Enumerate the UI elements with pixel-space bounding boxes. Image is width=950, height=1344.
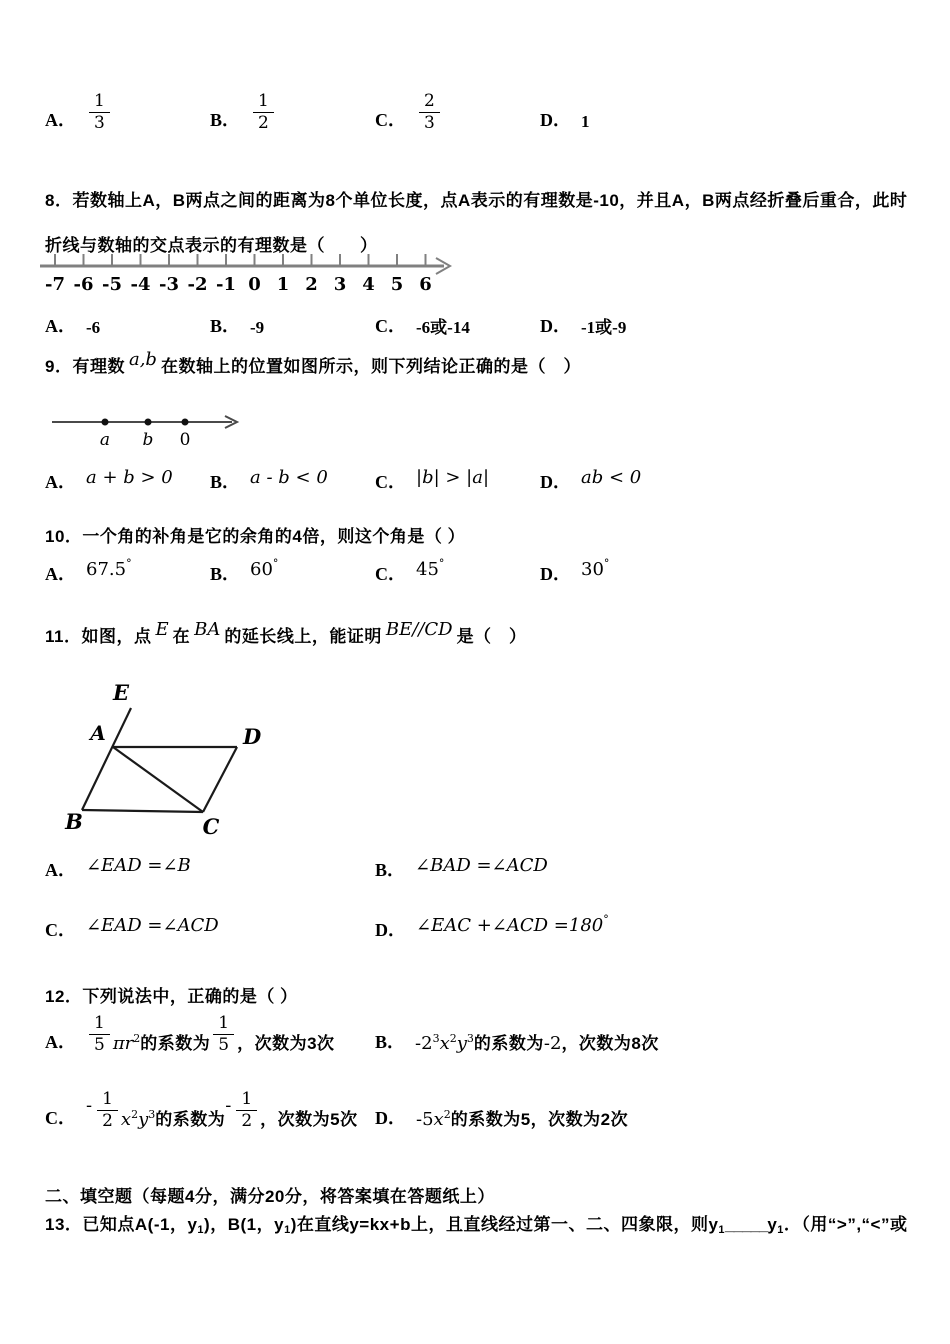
- variable: πr: [112, 1033, 134, 1055]
- angle-equation: ∠EAC +∠ACD =180: [416, 915, 604, 936]
- q11-option-c: [45, 916, 375, 942]
- q10-option-c: [375, 557, 540, 586]
- q13-seg5: ．（用“>”,“<”或: [783, 1215, 908, 1234]
- option-label: D．: [540, 110, 571, 131]
- option-label: C．: [375, 564, 406, 584]
- coefficient: -2: [415, 1033, 433, 1055]
- q7-options-row: [45, 92, 705, 132]
- option-label: C．: [45, 920, 76, 940]
- tick-label: -2: [187, 274, 208, 295]
- minus-sign: -: [86, 1095, 93, 1117]
- q11-text-post: 是（ ）: [456, 627, 527, 646]
- fraction: [419, 92, 440, 132]
- fraction: [97, 1090, 118, 1130]
- q9-option-a: [45, 468, 210, 494]
- q12c-mid-text: 的系数为: [155, 1110, 226, 1130]
- q13-seg1: 13．已知点A(-1，y: [45, 1215, 198, 1234]
- q9-options-row: [45, 468, 705, 494]
- option-label: B．: [210, 110, 241, 131]
- angle-equation: ∠EAD =∠ACD: [86, 915, 219, 936]
- q8-option-d: [540, 312, 705, 338]
- angle-equation: ∠BAD =∠ACD: [415, 855, 548, 876]
- option-label: A．: [45, 564, 76, 584]
- tick-label: 0: [248, 274, 261, 295]
- fraction-numerator: 1: [236, 1090, 257, 1111]
- vertex-label-A: A: [90, 721, 106, 745]
- option-value: [86, 559, 132, 580]
- option-value: a + b > 0: [86, 467, 173, 488]
- angle-value: 67.5: [86, 559, 127, 580]
- q9-text: [45, 349, 581, 377]
- q9-text-post: 在数轴上的位置如图所示，则下列结论正确的是（ ）: [160, 357, 581, 376]
- q11-math-becd: BE//CD: [385, 619, 453, 640]
- option-label: C．: [375, 472, 406, 492]
- line-BC: [82, 810, 203, 812]
- q9-option-d: [540, 468, 705, 494]
- option-label: D．: [540, 564, 571, 584]
- q11-text-mid1: 在: [172, 627, 191, 646]
- angle-equation: ∠EAD =∠B: [86, 855, 191, 876]
- tick-label: 4: [362, 274, 375, 295]
- option-label: B．: [210, 316, 241, 336]
- q8-option-c: [375, 312, 540, 338]
- option-label: D．: [540, 316, 571, 336]
- q8-option-a: [45, 312, 210, 338]
- q12-option-b: [375, 1028, 659, 1054]
- q12-title: 12．下列说法中，正确的是（ ）: [45, 987, 298, 1006]
- option-label: B．: [210, 472, 241, 492]
- q11-text-pre: 11．如图，点: [45, 627, 152, 646]
- q9-option-c: [375, 468, 540, 494]
- q12d-tail-text: 的系数为5，次数为2次: [450, 1110, 629, 1130]
- tick-label: -6: [73, 274, 94, 295]
- q7-option-b: [210, 92, 375, 132]
- option-value: [86, 915, 219, 936]
- q9-math-ab: a,b: [128, 349, 157, 370]
- coefficient-value: -2: [543, 1033, 562, 1055]
- fraction-denominator: 5: [94, 1034, 105, 1055]
- vertex-label-E: E: [112, 680, 130, 705]
- subscript: 1: [777, 1224, 784, 1236]
- option-label: A．: [45, 316, 76, 336]
- option-value: [415, 855, 548, 876]
- option-value: [416, 915, 609, 936]
- option-label: B．: [375, 1032, 406, 1053]
- coefficient: -5: [416, 1109, 434, 1131]
- fraction: [89, 92, 110, 132]
- exponent: 2: [131, 1108, 139, 1122]
- point-zero-label: 0: [179, 430, 191, 450]
- angle-value: 45: [416, 559, 439, 580]
- q13-seg4: y: [767, 1215, 778, 1234]
- q7-option-a: [45, 92, 210, 132]
- q13-seg2: )，B(1，y: [204, 1215, 285, 1234]
- q11-text-mid2: 的延长线上，能证明: [224, 627, 382, 646]
- degree-symbol: °: [126, 557, 132, 570]
- variable: x: [433, 1109, 444, 1131]
- point-a-label: a: [99, 430, 111, 450]
- q11-math-ba: BA: [194, 619, 221, 640]
- option-value: 1: [581, 112, 590, 132]
- q11-option-d: [375, 913, 705, 942]
- q8-text-line1: 8．若数轴上A，B两点之间的距离为8个单位长度，点A表示的有理数是-10，并且A，B两点经折叠后重合，此时: [45, 191, 908, 210]
- option-value: [581, 559, 609, 580]
- exponent: 2: [443, 1108, 451, 1122]
- tick-label: 2: [305, 274, 318, 295]
- q8-options-row: [45, 312, 705, 338]
- q12-option-a: [45, 1014, 375, 1054]
- q9-text-pre: 9．有理数: [45, 357, 125, 376]
- point-a-dot: [102, 419, 109, 426]
- q11-option-a: [45, 856, 375, 882]
- vertex-label-D: D: [243, 724, 262, 749]
- exponent: 3: [466, 1032, 474, 1046]
- point-zero-dot: [182, 419, 189, 426]
- vertex-label-C: C: [202, 814, 220, 839]
- q11-options-row-1: [45, 856, 705, 882]
- q13-text: [45, 1210, 908, 1235]
- tick-label: -4: [130, 274, 151, 295]
- q11-option-b: [375, 856, 705, 882]
- point-b-label: b: [142, 430, 154, 450]
- q13-seg3: )在直线y=kx+b上，且直线经过第一、二、四象限，则y: [290, 1215, 719, 1234]
- option-value: ab < 0: [581, 467, 642, 488]
- option-label: A．: [45, 110, 76, 131]
- monomial: [415, 1033, 474, 1054]
- q12-options-row-1: [45, 1014, 659, 1054]
- option-value: -6: [86, 318, 101, 337]
- option-value: -6或-14: [416, 318, 470, 337]
- q12-options-row-2: [45, 1090, 628, 1130]
- q10-option-a: [45, 557, 210, 586]
- subscript: 1: [284, 1224, 291, 1236]
- fraction: [253, 92, 274, 132]
- q12c-tail-text: ，次数为5次: [260, 1110, 358, 1130]
- q8-number-line: [38, 246, 468, 302]
- q12-option-c: [45, 1090, 375, 1130]
- fraction: [213, 1014, 234, 1054]
- tick-label: -7: [45, 274, 65, 295]
- angle-value: 30: [581, 559, 604, 580]
- subscript: 1: [197, 1224, 205, 1236]
- option-label: B．: [375, 860, 406, 880]
- variable: x: [120, 1109, 132, 1131]
- option-label: D．: [375, 1108, 406, 1129]
- q7-option-d: [540, 106, 705, 132]
- q12b-mid-text: 的系数为: [473, 1034, 544, 1054]
- option-label: D．: [375, 920, 406, 940]
- q8-option-b: [210, 312, 375, 338]
- monomial: [121, 1109, 155, 1130]
- tick-label: 6: [419, 274, 432, 295]
- q9-number-line: [48, 406, 298, 454]
- q10-options-row: [45, 557, 705, 586]
- section2-title: 二、填空题（每题4分，满分20分，将答案填在答题纸上）: [45, 1187, 495, 1206]
- q9-option-b: [210, 468, 375, 494]
- fraction-numerator: 2: [419, 92, 440, 113]
- q7-option-c: [375, 92, 540, 132]
- fraction-numerator: 1: [213, 1014, 234, 1035]
- q12-option-d: [375, 1104, 628, 1130]
- q10-option-d: [540, 557, 705, 586]
- q11-figure: [58, 678, 308, 848]
- tick-label: -1: [216, 274, 236, 295]
- fraction-numerator: 1: [89, 92, 110, 113]
- option-value: [86, 855, 191, 876]
- q10-title: 10．一个角的补角是它的余角的4倍，则这个角是（ ）: [45, 527, 466, 546]
- monomial: [416, 1109, 451, 1130]
- option-value: a - b < 0: [250, 467, 328, 488]
- option-label: D．: [540, 472, 571, 492]
- option-label: C．: [375, 110, 406, 131]
- tick-label: -3: [159, 274, 179, 295]
- option-label: A．: [45, 472, 76, 492]
- exponent: 3: [432, 1032, 440, 1046]
- option-label: B．: [210, 564, 241, 584]
- degree-symbol: °: [272, 557, 279, 570]
- fraction-numerator: 1: [97, 1090, 118, 1111]
- tick-label: -5: [102, 274, 122, 295]
- option-label: C．: [45, 1108, 76, 1129]
- q11-text: [45, 619, 527, 647]
- minus-sign: -: [225, 1095, 232, 1117]
- fraction-numerator: 1: [89, 1014, 110, 1035]
- degree-symbol: °: [438, 557, 445, 570]
- monomial: [113, 1033, 140, 1054]
- q12a-mid-text: 的系数为: [140, 1034, 211, 1054]
- option-label: A．: [45, 860, 76, 880]
- tick-label: 1: [276, 274, 290, 295]
- vertex-label-B: B: [65, 809, 83, 834]
- q10-option-b: [210, 557, 375, 586]
- q8-text-line2: 折线与数轴的交点表示的有理数是（ ）: [45, 236, 378, 255]
- option-value: |b| > |a|: [416, 467, 490, 488]
- fraction: [89, 1014, 110, 1054]
- line-AC: [113, 747, 203, 812]
- fraction-denominator: 2: [258, 112, 269, 133]
- variable: y: [138, 1109, 149, 1131]
- tick-label: 5: [390, 274, 404, 295]
- exponent: 3: [148, 1108, 156, 1122]
- fraction-denominator: 5: [218, 1034, 230, 1055]
- fraction-denominator: 3: [424, 112, 435, 133]
- option-label: A．: [45, 1032, 76, 1053]
- option-label: C．: [375, 316, 406, 336]
- exponent: 2: [449, 1032, 457, 1046]
- variable: y: [456, 1033, 467, 1055]
- q11-options-row-2: [45, 913, 705, 942]
- answer-blank: _____: [725, 1215, 768, 1234]
- q12a-tail-text: ，次数为3次: [237, 1034, 335, 1054]
- variable: x: [439, 1033, 450, 1055]
- fraction-numerator: 1: [253, 92, 274, 113]
- option-value: -9: [250, 318, 265, 337]
- fraction-denominator: 2: [102, 1110, 113, 1131]
- fraction-denominator: 2: [241, 1110, 253, 1131]
- degree-symbol: °: [603, 557, 610, 570]
- option-value: [416, 559, 444, 580]
- line-DC: [203, 747, 237, 812]
- q11-math-e: E: [155, 619, 169, 640]
- q12b-tail-text: ，次数为8次: [561, 1034, 659, 1054]
- option-value: -1或-9: [581, 318, 627, 337]
- angle-value: 60: [250, 559, 273, 580]
- option-value: [250, 559, 278, 580]
- subscript: 1: [718, 1224, 726, 1236]
- fraction: [236, 1090, 257, 1130]
- fraction-denominator: 3: [94, 112, 105, 133]
- tick-label: 3: [333, 274, 347, 295]
- exponent: 2: [133, 1032, 141, 1046]
- point-b-dot: [145, 419, 152, 426]
- degree-symbol: °: [603, 913, 609, 926]
